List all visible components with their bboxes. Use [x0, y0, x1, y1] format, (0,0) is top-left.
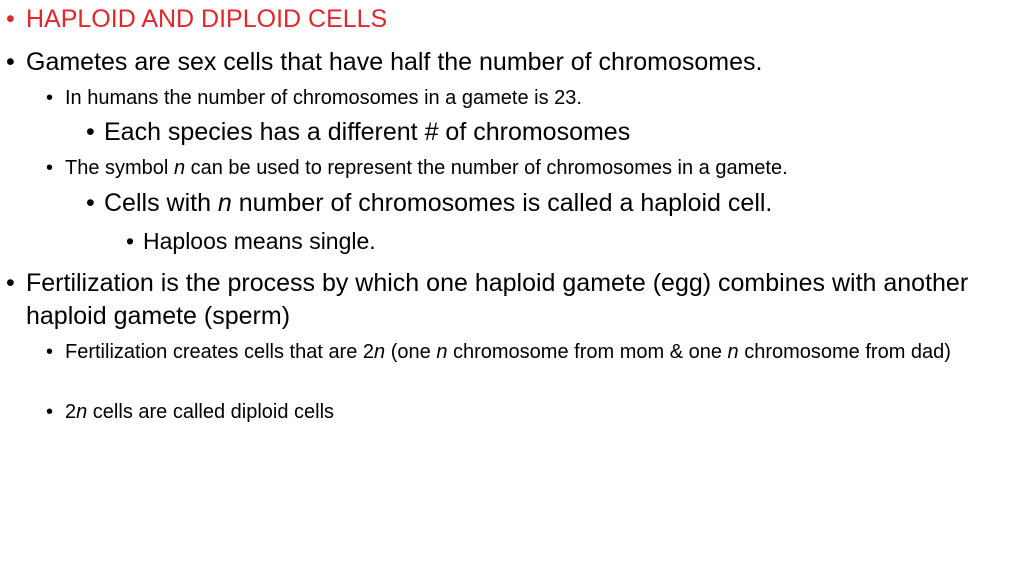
bullet-haploos-text: Haploos means single. — [143, 228, 376, 254]
bullet-haploos — [126, 226, 376, 256]
bullet-fertilization-text: Fertilization is the process by which one haploid gamete (egg) combines with another haploid gamete (sperm) — [26, 269, 969, 330]
text-segment: 2 — [65, 401, 77, 423]
bullet-symbol-text — [65, 155, 788, 182]
italic-n: n — [727, 341, 739, 363]
bullet-icon: • — [46, 401, 54, 423]
bullet-icon: • — [46, 341, 54, 363]
italic-n: n — [217, 189, 232, 217]
bullet-creates-text — [65, 339, 1015, 366]
bullet-species — [86, 116, 630, 149]
italic-n: n — [173, 157, 186, 179]
bullet-icon: • — [6, 48, 15, 76]
bullet-gametes — [6, 46, 762, 79]
slide-heading-row — [6, 3, 387, 36]
bullet-diploid — [46, 399, 334, 426]
text-segment: The symbol — [65, 157, 174, 179]
bullet-diploid-text — [65, 399, 334, 426]
bullet-icon: • — [46, 87, 54, 109]
bullet-cells-with — [86, 187, 772, 220]
bullet-icon: • — [46, 157, 54, 179]
bullet-cells-with-text — [104, 187, 772, 220]
text-segment: number of chromosomes is called a haploid cell. — [231, 189, 773, 217]
bullet-icon: • — [86, 189, 95, 217]
text-segment: Cells with — [104, 189, 218, 217]
bullet-icon: • — [6, 5, 15, 33]
bullet-icon: • — [126, 228, 135, 254]
text-segment: cells are called diploid cells — [87, 401, 335, 423]
italic-n: n — [76, 401, 88, 423]
bullet-humans — [46, 85, 582, 112]
bullet-creates — [46, 339, 1015, 366]
text-segment: Fertilization creates cells that are 2 — [65, 341, 375, 363]
text-segment: chromosome from dad) — [738, 341, 951, 363]
text-segment: chromosome from mom & one — [447, 341, 728, 363]
text-segment: (one — [385, 341, 437, 363]
bullet-gametes-text: Gametes are sex cells that have half the number of chromosomes. — [26, 48, 763, 76]
italic-n: n — [436, 341, 448, 363]
slide-heading: HAPLOID AND DIPLOID CELLS — [26, 5, 388, 33]
bullet-humans-text: In humans the number of chromosomes in a gamete is 23. — [65, 87, 582, 109]
bullet-icon: • — [6, 269, 15, 297]
bullet-species-text: Each species has a different # of chromosomes — [104, 118, 631, 146]
text-segment: can be used to represent the number of chromosomes in a gamete. — [185, 157, 788, 179]
bullet-symbol — [46, 155, 788, 182]
bullet-icon: • — [86, 118, 95, 146]
italic-n: n — [374, 341, 386, 363]
bullet-fertilization — [6, 267, 971, 333]
